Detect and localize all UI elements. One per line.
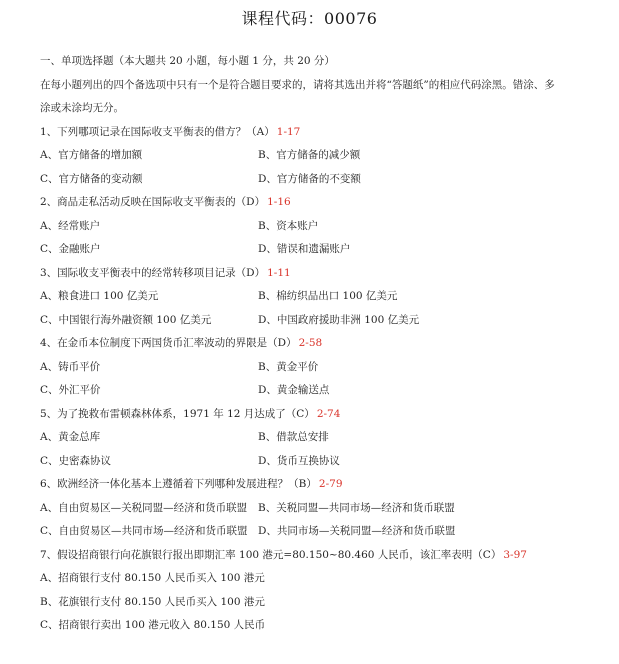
option-b: B、关税同盟—共同市场—经济和货币联盟 <box>258 501 455 514</box>
option-b: B、资本账户 <box>258 219 319 232</box>
option-row <box>40 426 600 450</box>
question-reference: 1-17 <box>276 125 301 138</box>
option-row <box>40 285 600 309</box>
option-row <box>40 215 600 239</box>
option-c: C、外汇平价 <box>40 384 101 396</box>
option-a: A、铸币平价 <box>40 360 101 373</box>
question <box>40 403 600 427</box>
question <box>40 191 600 215</box>
option-d: D、中国政府援助非洲 100 亿美元 <box>258 313 420 326</box>
instructions-line-1: 在每小题列出的四个备选项中只有一个是符合题目要求的，请将其选出并将“答题纸”的相应代码涂黑。错涂、多 <box>40 78 555 91</box>
option-a: A、经常账户 <box>40 219 101 232</box>
exam-content <box>40 50 600 638</box>
option-row <box>40 238 600 262</box>
question-text: 1、下列哪项记录在国际收支平衡表的借方？（A） <box>40 125 275 138</box>
option-b: B、黄金平价 <box>258 360 319 373</box>
option-c: C、中国银行海外融资额 100 亿美元 <box>40 313 212 326</box>
question-reference: 2-74 <box>316 407 341 420</box>
section-heading: 一、单项选择题（本大题共 20 小题，每小题 1 分，共 20 分） <box>40 55 335 67</box>
option-d: D、错误和遗漏账户 <box>258 243 351 255</box>
option-a: A、招商银行支付 80.150 人民币买入 100 港元 <box>40 572 265 584</box>
option-row <box>40 144 600 168</box>
instructions-line-2: 涂或未涂均无分。 <box>40 102 124 114</box>
option-b: B、官方储备的减少额 <box>258 149 361 161</box>
question <box>40 473 600 497</box>
option-c: C、官方储备的变动额 <box>40 172 143 185</box>
question-text: 5、为了挽救布雷顿森林体系，1971 年 12 月达成了（C） <box>40 407 315 420</box>
option-d: D、货币互换协议 <box>258 454 340 467</box>
option-b: B、棉纺织品出口 100 亿美元 <box>258 290 398 302</box>
question <box>40 544 600 568</box>
option-d: D、官方储备的不变额 <box>258 172 361 185</box>
question <box>40 121 600 145</box>
option-b: B、借款总安排 <box>258 431 329 443</box>
question-text: 3、国际收支平衡表中的经常转移项目记录（D） <box>40 266 266 279</box>
question-text: 7、假设招商银行向花旗银行报出即期汇率 100 港元=80.150~80.460 人民币，该汇率表明（C） <box>40 548 502 561</box>
option-row <box>40 356 600 380</box>
question-reference: 2-79 <box>318 478 343 490</box>
option-row <box>40 497 600 521</box>
question-reference: 2-58 <box>298 337 323 349</box>
option-d: D、黄金输送点 <box>258 384 330 396</box>
option-row <box>40 450 600 474</box>
question <box>40 332 600 356</box>
option-row <box>40 168 600 192</box>
option-a: A、官方储备的增加额 <box>40 149 143 161</box>
option-row <box>40 379 600 403</box>
question-reference: 3-97 <box>503 548 527 561</box>
option-c: C、史密森协议 <box>40 454 112 467</box>
page-title: 课程代码：00076 <box>241 9 378 28</box>
option-a: A、黄金总库 <box>40 431 101 443</box>
question-reference: 1-16 <box>267 196 291 208</box>
option-c: C、金融账户 <box>40 243 101 255</box>
option-d: D、共同市场—关税同盟—经济和货币联盟 <box>258 525 456 537</box>
option-a: A、自由贸易区—关税同盟—经济和货币联盟 <box>40 501 248 514</box>
option-row <box>40 309 600 333</box>
question-text: 4、在金币本位制度下两国货币汇率波动的界限是（D） <box>40 337 297 349</box>
question-text: 2、商品走私活动反映在国际收支平衡表的（D） <box>40 196 266 208</box>
question <box>40 262 600 286</box>
option-b: B、花旗银行支付 80.150 人民币买入 100 港元 <box>40 595 265 608</box>
question-text: 6、欧洲经济一体化基本上遵循着下列哪种发展进程？（B） <box>40 478 317 490</box>
option-row <box>40 520 600 544</box>
option-a: A、粮食进口 100 亿美元 <box>40 290 159 302</box>
option-c: C、自由贸易区—共同市场—经济和货币联盟 <box>40 525 248 537</box>
question-reference: 1-11 <box>267 266 291 279</box>
option-c: C、招商银行卖出 100 港元收入 80.150 人民币 <box>40 619 266 631</box>
